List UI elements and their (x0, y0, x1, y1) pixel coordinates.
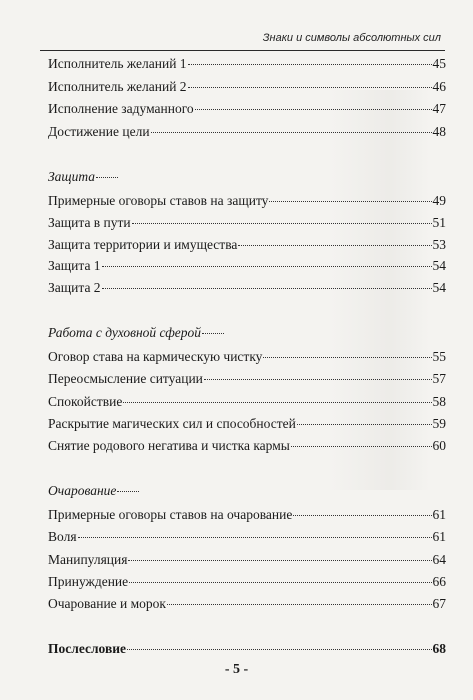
toc-dot-leader (291, 446, 432, 447)
page-number: - 5 - (224, 662, 249, 677)
toc-entry-title: Спокойствие (48, 394, 123, 409)
toc-entry-page: 55 (432, 349, 446, 364)
toc-entry-title: Воля (48, 529, 77, 544)
toc-dot-leader (127, 649, 431, 650)
toc-entry[interactable] (48, 415, 446, 433)
toc-dot-leader (129, 582, 431, 583)
toc-entry[interactable] (48, 551, 446, 569)
toc-entry[interactable] (48, 370, 446, 388)
toc-entry-title: Очарование (48, 483, 117, 498)
toc-dot-leader (132, 223, 432, 224)
toc-dot-leader (263, 357, 431, 358)
toc-dot-leader (102, 288, 432, 289)
toc-entry[interactable] (48, 192, 446, 210)
toc-entry-title: Защита территории и имущества (48, 237, 238, 252)
toc-section-heading[interactable] (48, 324, 446, 342)
toc-dot-leader (204, 379, 432, 380)
toc-entry-title: Снятие родового негатива и чистка кармы (48, 438, 290, 453)
toc-entry[interactable] (48, 393, 446, 411)
toc-entry-page: 61 (432, 529, 446, 544)
toc-entry-page: 49 (432, 193, 446, 208)
toc-entry-title: Защита 2 (48, 280, 101, 295)
toc-entry-title: Очарование и морок (48, 596, 166, 611)
toc-entry[interactable] (48, 236, 446, 254)
toc-dot-leader (297, 424, 432, 425)
toc-dot-leader (78, 537, 432, 538)
toc-entry-title: Исполнитель желаний 2 (48, 79, 187, 94)
toc-entry[interactable] (48, 528, 446, 546)
toc-entry-title: Переосмысление ситуации (48, 371, 203, 386)
toc-entry-title: Принуждение (48, 574, 129, 589)
toc-entry-title: Работа с духовной сферой (48, 325, 202, 340)
toc-entry[interactable] (48, 55, 446, 73)
toc-entry-page: 54 (432, 280, 446, 295)
toc-entry[interactable] (48, 348, 446, 366)
toc-dot-leader (188, 87, 432, 88)
toc-entry-title: Исполнение задуманного (48, 101, 194, 116)
running-header-title: Знаки и символы абсолютных сил (262, 32, 441, 44)
toc-entry-page: 47 (432, 101, 446, 116)
toc-entry-title: Достижение цели (48, 124, 150, 139)
toc-entry[interactable] (48, 506, 446, 524)
toc-entry-title: Защита (48, 169, 96, 184)
toc-entry[interactable] (48, 78, 446, 96)
toc-entry-page: 58 (432, 394, 446, 409)
toc-entry-page: 66 (432, 574, 446, 589)
toc-dot-leader (128, 560, 431, 561)
toc-dot-leader (202, 333, 224, 334)
toc-dot-leader (123, 402, 431, 403)
toc-entry-page: 53 (432, 237, 446, 252)
toc-entry-page: 68 (432, 641, 446, 656)
toc-entry-page: 61 (432, 507, 446, 522)
toc-entry-title: Защита 1 (48, 258, 101, 273)
toc-dot-leader (96, 177, 118, 178)
toc-dot-leader (167, 604, 432, 605)
toc-entry-title: Манипуляция (48, 552, 128, 567)
toc-entry[interactable] (48, 573, 446, 591)
toc-entry-page: 46 (432, 79, 446, 94)
toc-entry[interactable] (48, 640, 446, 658)
toc-entry-page: 51 (432, 215, 446, 230)
toc-entry-title: Примерные оговоры ставов на защиту (48, 193, 269, 208)
toc-entry[interactable] (48, 437, 446, 455)
toc-entry-title: Послесловие (48, 641, 127, 656)
toc-section-heading[interactable] (48, 168, 446, 186)
toc-entry[interactable] (48, 100, 446, 118)
toc-dot-leader (188, 64, 432, 65)
toc-entry-title: Исполнитель желаний 1 (48, 56, 187, 71)
toc-entry-page: 54 (432, 258, 446, 273)
toc-entry[interactable] (48, 279, 446, 297)
toc-section-heading[interactable] (48, 482, 446, 500)
toc-dot-leader (151, 132, 432, 133)
toc-entry-page: 45 (432, 56, 446, 71)
toc-entry-page: 48 (432, 124, 446, 139)
toc-entry-title: Защита в пути (48, 215, 131, 230)
running-header (40, 28, 445, 51)
toc-entry-title: Примерные оговоры ставов на очарование (48, 507, 293, 522)
toc-dot-leader (269, 201, 431, 202)
toc-dot-leader (195, 109, 432, 110)
toc-entry[interactable] (48, 214, 446, 232)
toc-entry-page: 67 (432, 596, 446, 611)
toc-entry-page: 60 (432, 438, 446, 453)
toc-entry-title: Оговор става на кармическую чистку (48, 349, 263, 364)
toc-dot-leader (117, 491, 139, 492)
toc-entry-page: 59 (432, 416, 446, 431)
toc-dot-leader (238, 245, 431, 246)
toc-dot-leader (102, 266, 432, 267)
toc-entry-page: 64 (432, 552, 446, 567)
toc-dot-leader (293, 515, 431, 516)
toc-entry-page: 57 (432, 371, 446, 386)
toc-entry[interactable] (48, 257, 446, 275)
toc-entry[interactable] (48, 123, 446, 141)
toc-entry-title: Раскрытие магических сил и способностей (48, 416, 296, 431)
toc-entry[interactable] (48, 595, 446, 613)
